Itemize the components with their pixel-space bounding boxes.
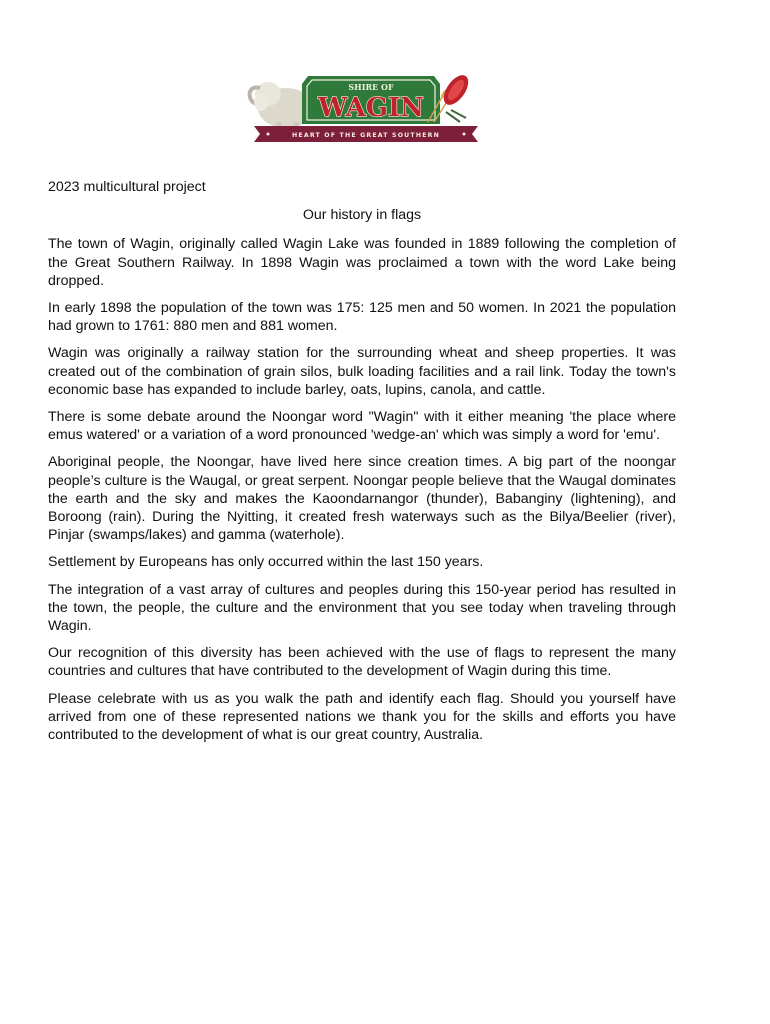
shire-of-wagin-logo <box>246 64 486 150</box>
document-title: Our history in flags <box>302 207 422 224</box>
document-body <box>48 178 676 753</box>
logo-banner-text: HEART OF THE GREAT SOUTHERN <box>292 132 440 139</box>
paragraph: There is some debate around the Noongar word "Wagin" with it either meaning 'the place where emus watered' or a variation of a word pronounced 'wedge-an' which was simply a word for 'emu'. <box>48 409 676 444</box>
paragraph: Settlement by Europeans has only occurred within the last 150 years. <box>48 554 484 571</box>
paragraph: Our recognition of this diversity has been achieved with the use of flags to represent the many countries and cultures that have contributed to the development of Wagin during this time. <box>48 645 676 680</box>
paragraph: In early 1898 the population of the town was 175: 125 men and 50 women. In 2021 the population had grown to 1761: 880 men and 881 women. <box>48 300 676 335</box>
paragraph: Wagin was originally a railway station for the surrounding wheat and sheep properties. It was created out of the combination of grain silos, bulk loading facilities and a rail link. Today the town's economic base has expanded to include barley, oats, lupins, canola, and cattle. <box>48 345 676 398</box>
logo-name: WAGIN <box>318 93 424 123</box>
paragraph: The town of Wagin, originally called Wagin Lake was founded in 1889 following the completion of the Great Southern Railway. In 1898 Wagin was proclaimed a town with the word Lake being dropped. <box>48 236 676 289</box>
paragraph: Aboriginal people, the Noongar, have lived here since creation times. A big part of the noongar people’s culture is the Waugal, or great serpent. Noongar people believe that the Waugal dominates the earth and the sky and makes the Kaoondarnangor (thunder), Babanginy (lightening), and Boroong (rain). During the Nyitting, it created fresh waterways such as the Bilya/Beelier (river), Pinjar (swamps/lakes) and gamma (waterhole). <box>48 454 676 544</box>
paragraph: Please celebrate with us as you walk the path and identify each flag. Should you yourself have arrived from one of these represented nations we thank you for the skills and efforts you have contributed to the development of what is our great country, Australia. <box>48 690 676 744</box>
logo-top-text: SHIRE OF <box>348 82 394 92</box>
project-label: 2023 multicultural project <box>48 179 206 195</box>
banksia-flower-icon <box>439 71 473 122</box>
paragraph: The integration of a vast array of cultures and peoples during this 150-year period has resulted in the town, the people, the culture and the environment that you see today when traveling through Wagin. <box>48 581 676 635</box>
